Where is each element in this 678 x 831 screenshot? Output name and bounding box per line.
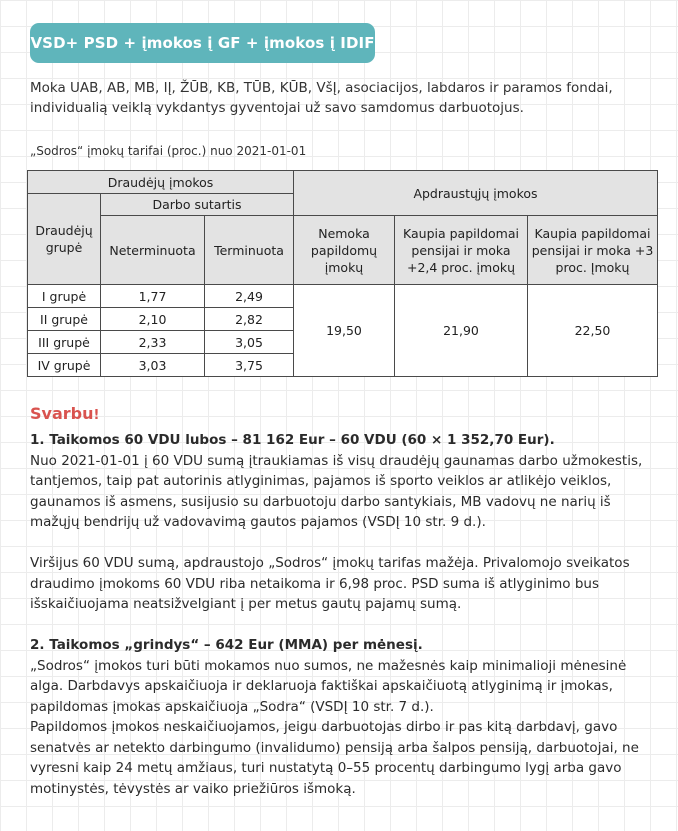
table-caption: „Sodros“ įmokų tarifai (proc.) nuo 2021-01-01 [30, 144, 307, 158]
group-column-header: Draudėjų grupė [28, 194, 101, 285]
fixed-cell: 2,49 [205, 285, 294, 308]
group-cell: III grupė [28, 331, 101, 354]
fixed-cell: 3,05 [205, 331, 294, 354]
fixed-cell: 3,75 [205, 354, 294, 377]
extra-24-value: 21,90 [395, 285, 528, 377]
ceiling-text: Nuo 2021-01-01 į 60 VDU sumą įtraukiamas iš visų draudėjų gaunamas darbo užmokestis, tantjemos, taip pat autorinis atlyginimas, pajamos iš sporto veiklos ar atlikėjo veiklos, gaunamos iš asmens, susijusio su darbuotoju darbo santykiais, MB vadovų ne narių iš mažųjų bendrijų už vadovavimą gautos pajamos (VSDĮ 10 str. 9 d.). [30, 452, 643, 530]
ceiling-heading: 1. Taikomos 60 VDU lubos – 81 162 Eur – 60 VDU (60 × 1 352,70 Eur). [30, 432, 555, 448]
indefinite-cell: 2,33 [101, 331, 205, 354]
extra-3-value: 22,50 [528, 285, 658, 377]
important-section [30, 400, 658, 799]
insured-contributions-header: Apdraustųjų įmokos [294, 171, 658, 216]
indefinite-column-header: Neterminuota [101, 216, 205, 285]
floor-exceptions: Papildomos įmokos neskaičiuojamos, jeigu darbuotojas dirbo ir pas kitą darbdavį, gavo senatvės ar netekto darbingumo (invalidumo) pensiją arba šalpos pensiją, darbuotojai, ne vyresni kaip 24 metų amžiaus, turi nustatytą 0–55 procentų darbingumo lygį arba gavo motinystės, tėvystės ar vaiko priežiūros išmoką. [30, 719, 639, 797]
indefinite-cell: 1,77 [101, 285, 205, 308]
floor-text: „Sodros“ įmokos turi būti mokamos nuo sumos, ne mažesnės kaip minimalioji mėnesinė alga. Darbdavys apskaičiuoja ir deklaruoja faktiškai apskaičiuotą atlyginimą ir įmokas, papildomas įmokas apskaičiuoja „Sodra“ (VSDĮ 10 str. 7 d.). [30, 657, 627, 715]
table-row [28, 285, 658, 308]
extra-24-column-header: Kaupia papildomai pensijai ir moka +2,4 proc. įmokų [395, 216, 528, 285]
fixed-cell: 2,82 [205, 308, 294, 331]
employment-contract-header: Darbo sutartis [101, 194, 294, 216]
floor-heading: 2. Taikomos „grindys“ – 642 Eur (MMA) per mėnesį. [30, 637, 423, 653]
group-cell: IV grupė [28, 354, 101, 377]
rates-table [27, 170, 658, 377]
title-banner: VSD+ PSD + įmokos į GF + įmokos į IDIF [30, 23, 375, 63]
group-cell: II grupė [28, 308, 101, 331]
no-extra-column-header: Nemoka papildomų įmokų [294, 216, 395, 285]
no-extra-value: 19,50 [294, 285, 395, 377]
intro-text: Moka UAB, AB, MB, IĮ, ŽŪB, KB, TŪB, KŪB, VšĮ, asociacijos, labdaros ir paramos fondai, individualią veiklą vykdantys gyventojai už savo samdomus darbuotojus. [30, 80, 613, 116]
ceiling-note: Viršijus 60 VDU sumą, apdraustojo „Sodros“ įmokų tarifas mažėja. Privalomojo sveikatos draudimo įmokoms 60 VDU riba netaikoma ir 6,98 proc. PSD suma iš atlyginimo bus išskaičiuojama neatsižvelgiant į per metus gautų pajamų sumą. [30, 555, 630, 612]
employer-contributions-header: Draudėjų įmokos [28, 171, 294, 194]
fixed-term-column-header: Terminuota [205, 216, 294, 285]
group-cell: I grupė [28, 285, 101, 308]
indefinite-cell: 2,10 [101, 308, 205, 331]
extra-3-column-header: Kaupia papildomai pensijai ir moka +3 proc. Įmokų [528, 216, 658, 285]
important-title: Svarbu! [30, 404, 100, 423]
indefinite-cell: 3,03 [101, 354, 205, 377]
